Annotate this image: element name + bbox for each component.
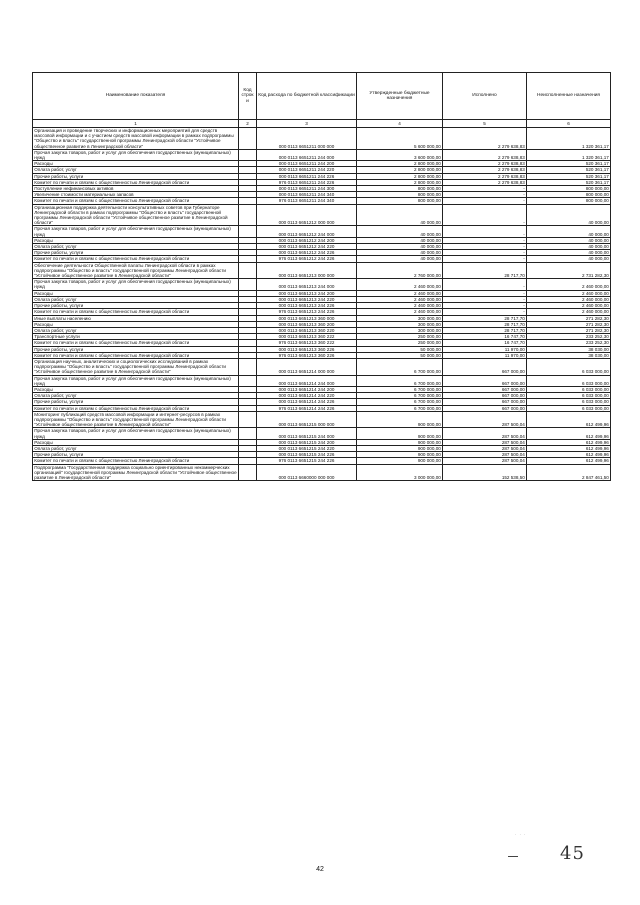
page-number: 42 [316,866,324,873]
executed-amount: 2 279 638,83 [443,161,527,167]
approved-amount: 900 000,00 [357,411,443,428]
budget-code: 976 0113 6651214 244 226 [257,405,357,411]
budget-code: 000 0113 6651211 244 220 [257,167,357,173]
approved-amount: 2 800 000,00 [357,161,443,167]
executed-amount: 667 000,00 [443,405,527,411]
approved-amount: 800 000,00 [357,198,443,204]
unexecuted-amount: 6 033 000,00 [527,375,611,386]
executed-amount: 152 538,50 [443,464,527,481]
approved-amount: 2 460 000,00 [357,279,443,290]
table-row [33,279,611,290]
executed-amount: 667 000,00 [443,375,527,386]
column-number: 5 [443,120,527,128]
executed-amount: 28 717,70 [443,262,527,279]
unexecuted-amount: 6 033 000,00 [527,386,611,392]
row-name: Прочая закупка товаров, работ и услуг для обеспечения государственных (муниципальных) нужд [33,226,239,237]
row-name: Прочие работы, услуги [33,250,239,256]
budget-code: 000 0113 6651211 000 000 [257,128,357,150]
executed-amount: 2 279 638,83 [443,167,527,173]
row-name: Комитет по печати и связям с общественностью Ленинградской области [33,179,239,185]
unexecuted-amount: 800 000,00 [527,198,611,204]
budget-code: 000 0113 6651213 244 220 [257,296,357,302]
unexecuted-amount: 40 000,00 [527,244,611,250]
row-name: Прочая закупка товаров, работ и услуг для обеспечения государственных (муниципальных) нужд [33,279,239,290]
table-row [33,411,611,428]
unexecuted-amount: 2 460 000,00 [527,303,611,309]
unexecuted-amount: 2 460 000,00 [527,309,611,315]
table-row [33,179,611,185]
budget-code: 000 0113 6651215 000 000 [257,411,357,428]
unexecuted-amount: 800 000,00 [527,186,611,192]
row-code-cell [239,411,257,428]
budget-code: 000 0113 6651213 244 226 [257,303,357,309]
executed-amount: 287 500,04 [443,439,527,445]
header-unexecuted: Неисполненные назначения [527,73,611,120]
executed-amount: - [443,198,527,204]
header-row-code: Код строк и [239,73,257,120]
executed-amount: 2 279 638,83 [443,128,527,150]
budget-code: 976 0113 6651213 360 222 [257,340,357,346]
row-name: Расходы [33,439,239,445]
column-number: 1 [33,120,239,128]
budget-code: 000 0113 6651213 244 000 [257,279,357,290]
unexecuted-amount: 38 030,00 [527,352,611,358]
approved-amount: 2 760 000,00 [357,262,443,279]
unexecuted-amount: 612 499,96 [527,458,611,464]
executed-amount: 11 970,00 [443,352,527,358]
row-name: Оплата работ, услуг [33,244,239,250]
column-number-row [33,120,611,128]
row-name: Организация и проведение творческих и информационных мероприятий для средств массовой информации и с участием средств массовой информации в рамках подпрограммы "Общество и власть" государственной программы Ленинградской области "Устойчивое общественное развитие в Ленинградской области" [33,128,239,150]
row-name: Прочие работы, услуги [33,173,239,179]
unexecuted-amount: 520 361,17 [527,167,611,173]
approved-amount: 40 000,00 [357,226,443,237]
budget-code: 000 0113 6651215 244 226 [257,452,357,458]
approved-amount: 2 460 000,00 [357,290,443,296]
row-name: Прочая закупка товаров, работ и услуг для обеспечения государственных (муниципальных) нужд [33,149,239,160]
row-name: Расходы [33,386,239,392]
approved-amount: 50 000,00 [357,352,443,358]
budget-code: 000 0113 6651212 244 200 [257,237,357,243]
table-row [33,128,611,150]
unexecuted-amount: 520 361,17 [527,173,611,179]
row-name: Подпрограмма "Государственная поддержка социально ориентированных некоммерческих организаций" государственной программы Ленинградской области "Устойчивое общественное развитие в Ленинградской области" [34,464,237,480]
unexecuted-amount: 612 499,96 [527,439,611,445]
budget-code: 000 0113 6651214 000 000 [257,358,357,375]
unexecuted-amount: 2 460 000,00 [527,296,611,302]
executed-amount: 667 000,00 [443,358,527,375]
executed-amount: 287 500,04 [443,458,527,464]
unexecuted-amount: 40 000,00 [527,250,611,256]
budget-code: 000 0113 6651214 244 226 [257,399,357,405]
unexecuted-amount: 271 282,30 [527,327,611,333]
budget-code: 976 0113 6651212 244 226 [257,256,357,262]
row-name: Организационная поддержка деятельности консультативных советов при Губернаторе Ленинградской области в рамках подпрограммы "Общество и власть" государственной программы Ленинградской области "Устойчивое общественное развитие в Ленинградской области" [33,204,239,226]
row-name: Комитет по печати и связям с общественностью Ленинградской области [33,309,239,315]
approved-amount: 250 000,00 [357,334,443,340]
table-row [33,226,611,237]
scan-speck: · · · [515,832,527,837]
unexecuted-amount: 40 000,00 [527,204,611,226]
row-name: Расходы [33,161,239,167]
executed-amount: 28 717,70 [443,321,527,327]
row-code-cell [239,358,257,375]
approved-amount: 40 000,00 [357,256,443,262]
unexecuted-amount: 6 033 000,00 [527,358,611,375]
header-approved: Утвержденные бюджетные назначения [357,73,443,120]
approved-amount: 900 000,00 [357,445,443,451]
approved-amount: 2 800 000,00 [357,173,443,179]
budget-report-page [32,72,610,481]
executed-amount: 28 717,70 [443,327,527,333]
approved-amount: 2 460 000,00 [357,303,443,309]
unexecuted-amount: 612 499,96 [527,445,611,451]
table-row [33,204,611,226]
executed-amount: 667 000,00 [443,399,527,405]
column-number: 6 [527,120,611,128]
table-header-row [33,73,611,120]
approved-amount: 6 700 000,00 [357,375,443,386]
executed-amount: 16 747,70 [443,340,527,346]
table-row [33,256,611,262]
executed-amount: - [443,226,527,237]
row-name: Увеличение стоимости материальных запасов [33,192,239,198]
executed-amount: 2 279 638,83 [443,173,527,179]
approved-amount: 50 000,00 [357,346,443,352]
approved-amount: 250 000,00 [357,340,443,346]
budget-code: 976 0113 6651215 244 226 [257,458,357,464]
approved-amount: 900 000,00 [357,458,443,464]
approved-amount: 300 000,00 [357,315,443,321]
row-code-cell [239,464,257,481]
unexecuted-amount: 2 460 000,00 [527,279,611,290]
budget-code: 000 0113 6651211 244 226 [257,173,357,179]
budget-code: 000 0113 6651211 244 200 [257,161,357,167]
row-code-cell [239,428,257,439]
row-name: Расходы [33,321,239,327]
executed-amount: - [443,303,527,309]
budget-code: 000 0113 6651214 244 220 [257,393,357,399]
row-code-cell [239,204,257,226]
table-row [33,405,611,411]
budget-table [32,72,611,481]
executed-amount: - [443,237,527,243]
approved-amount: 6 700 000,00 [357,405,443,411]
budget-code: 000 0113 6651214 244 200 [257,386,357,392]
row-name: Поступление нефинансовых активов [33,186,239,192]
approved-amount: 40 000,00 [357,244,443,250]
budget-code: 000 0113 6651213 360 200 [257,321,357,327]
budget-code: 000 0113 6651211 244 000 [257,149,357,160]
approved-amount: 2 460 000,00 [357,309,443,315]
executed-amount: - [443,244,527,250]
unexecuted-amount: 271 282,30 [527,315,611,321]
unexecuted-amount: 1 320 361,17 [527,149,611,160]
approved-amount: 6 700 000,00 [357,358,443,375]
budget-code: 000 0113 6651211 244 340 [257,192,357,198]
executed-amount: - [443,204,527,226]
unexecuted-amount: 6 033 000,00 [527,399,611,405]
row-code-cell [239,279,257,290]
budget-code: 000 0113 6651212 244 226 [257,250,357,256]
executed-amount: 287 500,04 [443,445,527,451]
budget-code: 000 0113 6651213 360 000 [257,315,357,321]
budget-code: 000 0113 6651211 244 300 [257,186,357,192]
approved-amount: 5 600 000,00 [357,128,443,150]
budget-code: 000 0113 6660000 000 000 [257,464,357,481]
approved-amount: 900 000,00 [357,428,443,439]
row-name: Прочие работы, услуги [33,303,239,309]
row-name: Прочие работы, услуги [33,452,239,458]
column-number: 2 [239,120,257,128]
approved-amount: 40 000,00 [357,250,443,256]
column-number: 3 [257,120,357,128]
table-row [33,198,611,204]
row-name: Расходы [33,237,239,243]
executed-amount: 287 500,04 [443,428,527,439]
row-name: Комитет по печати и связям с общественностью Ленинградской области [33,458,239,464]
row-code-cell [239,375,257,386]
approved-amount: 300 000,00 [357,327,443,333]
approved-amount: 900 000,00 [357,439,443,445]
table-row [33,464,611,481]
row-name: Обеспечение деятельности Общественной палаты Ленинградской области в рамках подпрограммы "Общество и власть" государственной программы Ленинградской области "Устойчивое общественное развитие в Ленинградской области" [33,262,239,279]
row-name: Комитет по печати и связям с общественностью Ленинградской области [33,340,239,346]
executed-amount: - [443,186,527,192]
budget-code: 976 0113 6651213 360 226 [257,352,357,358]
executed-amount: 667 000,00 [443,393,527,399]
row-name: Транспортные услуги [33,334,239,340]
approved-amount: 900 000,00 [357,452,443,458]
budget-code: 000 0113 6651212 244 000 [257,226,357,237]
executed-amount: - [443,192,527,198]
unexecuted-amount: 6 033 000,00 [527,393,611,399]
executed-amount: 16 747,70 [443,334,527,340]
unexecuted-amount: 38 030,00 [527,346,611,352]
table-row [33,375,611,386]
executed-amount: - [443,309,527,315]
approved-amount: 40 000,00 [357,204,443,226]
approved-amount: 800 000,00 [357,186,443,192]
table-row [33,262,611,279]
unexecuted-amount: 1 320 361,17 [527,128,611,150]
table-row [33,149,611,160]
budget-code: 000 0113 6651212 244 220 [257,244,357,250]
executed-amount: - [443,250,527,256]
unexecuted-amount: 612 499,96 [527,411,611,428]
approved-amount: 300 000,00 [357,321,443,327]
approved-amount: 6 700 000,00 [357,393,443,399]
unexecuted-amount: 40 000,00 [527,226,611,237]
approved-amount: 3 000 000,00 [357,464,443,481]
handwritten-page-number: 45 [560,843,585,864]
row-name: Комитет по печати и связям с общественностью Ленинградской области [33,352,239,358]
table-row [33,458,611,464]
header-executed: Исполнено [443,73,527,120]
budget-code: 000 0113 6651215 244 000 [257,428,357,439]
budget-code: 000 0113 6651213 360 226 [257,346,357,352]
table-row [33,192,611,198]
row-name: Комитет по печати и связям с общественностью Ленинградской области [33,256,239,262]
executed-amount: 28 717,70 [443,315,527,321]
budget-code: 000 0113 6651215 244 200 [257,439,357,445]
approved-amount: 2 800 000,00 [357,167,443,173]
unexecuted-amount: 520 361,17 [527,179,611,185]
executed-amount: - [443,296,527,302]
row-name: Оплата работ, услуг [33,393,239,399]
executed-amount: 287 500,04 [443,452,527,458]
row-name: Прочая закупка товаров, работ и услуг для обеспечения государственных (муниципальных) нужд [33,375,239,386]
unexecuted-amount: 233 252,30 [527,340,611,346]
row-name: Комитет по печати и связям с общественностью Ленинградской области [33,405,239,411]
row-name: Комитет по печати и связям с общественностью Ленинградской области [33,198,239,204]
approved-amount: 40 000,00 [357,237,443,243]
executed-amount: 11 970,00 [443,346,527,352]
budget-code: 976 0113 6651211 244 340 [257,198,357,204]
approved-amount: 3 600 000,00 [357,149,443,160]
unexecuted-amount: 800 000,00 [527,192,611,198]
budget-code: 000 0113 6651214 244 000 [257,375,357,386]
table-row [33,352,611,358]
budget-code: 976 0113 6651211 244 226 [257,179,357,185]
table-row [33,358,611,375]
handwritten-dash [508,856,518,857]
row-name: Прочая закупка товаров, работ и услуг для обеспечения государственных (муниципальных) нужд [33,428,239,439]
executed-amount: 2 279 638,83 [443,149,527,160]
row-name: Прочие работы, услуги [33,399,239,405]
approved-amount: 800 000,00 [357,192,443,198]
table-row [33,309,611,315]
budget-code: 976 0113 6651213 244 226 [257,309,357,315]
executed-amount: 2 279 638,83 [443,179,527,185]
unexecuted-amount: 520 361,17 [527,161,611,167]
executed-amount: 667 000,00 [443,386,527,392]
row-code-cell [239,226,257,237]
row-name: Оплата работ, услуг [33,296,239,302]
approved-amount: 2 460 000,00 [357,296,443,302]
approved-amount: 6 700 000,00 [357,386,443,392]
row-name: Организация научных, аналитических и социологических исследований в рамках подпрограммы "Общество и власть" государственной программы Ленинградской области "Устойчивое общественное развитие в Ленинградской области" [33,358,239,375]
row-name: Мониторинг публикаций средств массовой информации и интернет-ресурсов в рамках подпрограммы "Общество и власть" государственной программы Ленинградской области "Устойчивое общественное развитие в Ленинградской области" [33,411,239,428]
row-name: Иные выплаты населению [33,315,239,321]
executed-amount: 287 500,04 [443,411,527,428]
approved-amount: 2 800 000,00 [357,179,443,185]
budget-code: 000 0113 6651213 360 222 [257,334,357,340]
unexecuted-amount: 233 252,30 [527,334,611,340]
executed-amount: - [443,290,527,296]
unexecuted-amount: 271 282,30 [527,321,611,327]
unexecuted-amount: 2 847 461,50 [527,464,611,481]
budget-code: 000 0113 6651212 000 000 [257,204,357,226]
unexecuted-amount: 40 000,00 [527,237,611,243]
executed-amount: - [443,279,527,290]
row-name: Оплата работ, услуг [33,445,239,451]
budget-code: 000 0113 6651213 000 000 [257,262,357,279]
unexecuted-amount: 2 460 000,00 [527,290,611,296]
row-name: Оплата работ, услуг [33,327,239,333]
header-budget-code: Код расхода по бюджетной классификации [257,73,357,120]
approved-amount: 6 700 000,00 [357,399,443,405]
row-code-cell [239,128,257,150]
table-row [33,340,611,346]
row-name: Расходы [33,290,239,296]
row-name: Прочие работы, услуги [33,346,239,352]
row-code-cell [239,149,257,160]
row-name: Оплата работ, услуг [33,167,239,173]
budget-code: 000 0113 6651213 360 220 [257,327,357,333]
row-code-cell [239,262,257,279]
executed-amount: - [443,256,527,262]
column-number: 4 [357,120,443,128]
unexecuted-amount: 40 000,00 [527,256,611,262]
table-row [33,428,611,439]
budget-code: 000 0113 6651215 244 220 [257,445,357,451]
unexecuted-amount: 6 033 000,00 [527,405,611,411]
unexecuted-amount: 2 731 282,30 [527,262,611,279]
unexecuted-amount: 612 499,96 [527,452,611,458]
budget-code: 000 0113 6651213 244 200 [257,290,357,296]
header-indicator-name: Наименование показателя [33,73,239,120]
unexecuted-amount: 612 499,96 [527,428,611,439]
